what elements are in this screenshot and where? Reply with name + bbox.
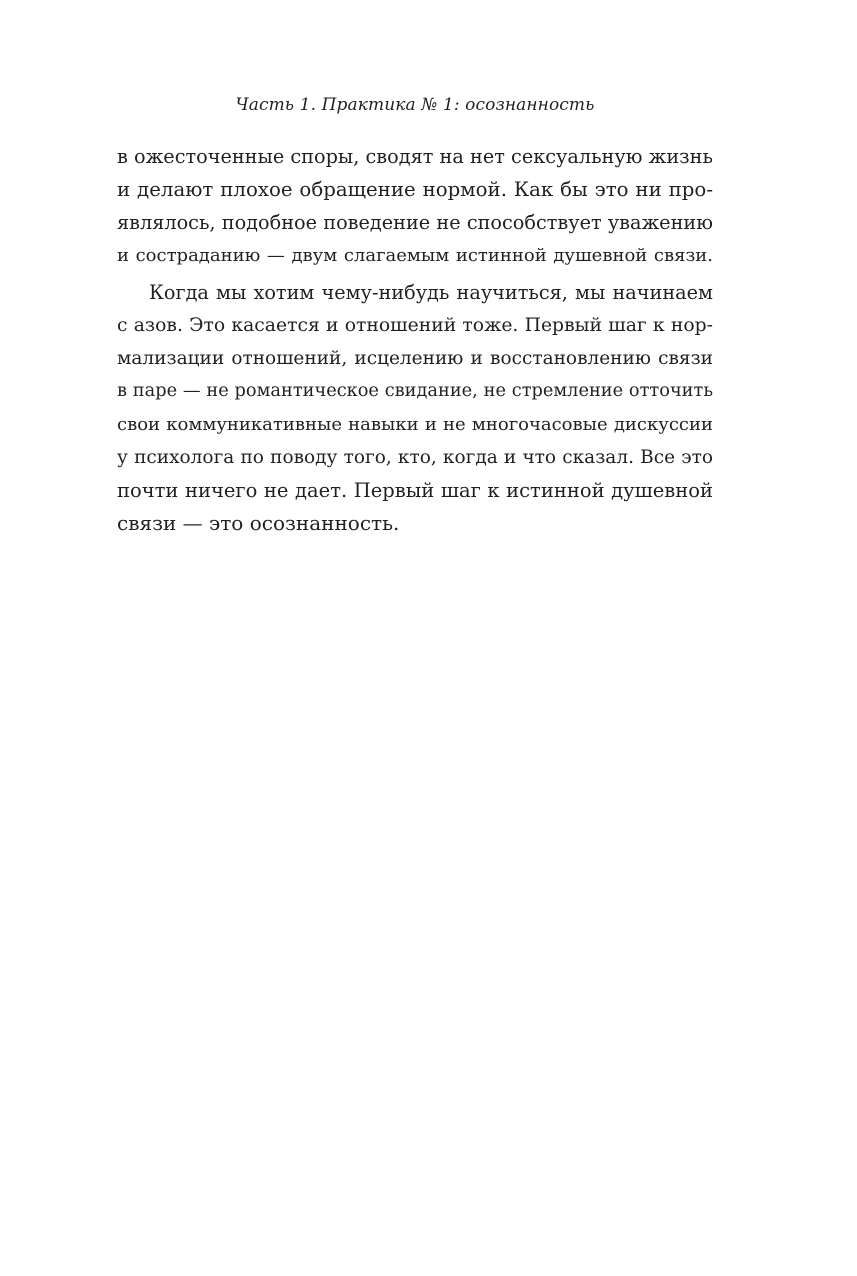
paragraph-1 — [117, 140, 713, 272]
text-line: и состраданию — двум слагаемым истинной душевной связи. — [117, 245, 713, 266]
running-head: Часть 1. Практика № 1: осознанность — [235, 95, 595, 115]
text-line: Когда мы хотим чему-нибудь научиться, мы начинаем — [149, 281, 713, 304]
paragraph-2 — [117, 276, 713, 540]
text-line: мализации отношений, исцелению и восстановлению связи — [117, 348, 713, 369]
text-line: связи — это осознанность. — [117, 511, 400, 535]
body-text — [117, 140, 713, 540]
text-line: в ожесточенные споры, сводят на нет сексуальную жизнь — [117, 145, 713, 168]
text-line: свои коммуникативные навыки и не многочасовые дискуссии — [117, 414, 713, 435]
text-line: являлось, подобное поведение не способствует уважению — [117, 211, 713, 234]
text-line: в паре — не романтическое свидание, не стремление отточить — [117, 381, 713, 401]
text-line: почти ничего не дает. Первый шаг к истинной душевной — [117, 479, 713, 502]
text-line: и делают плохое обращение нормой. Как бы это ни про- — [117, 178, 713, 201]
text-line: с азов. Это касается и отношений тоже. Первый шаг к нор- — [117, 315, 713, 336]
text-line: у психолога по поводу того, кто, когда и что сказал. Все это — [117, 447, 713, 468]
